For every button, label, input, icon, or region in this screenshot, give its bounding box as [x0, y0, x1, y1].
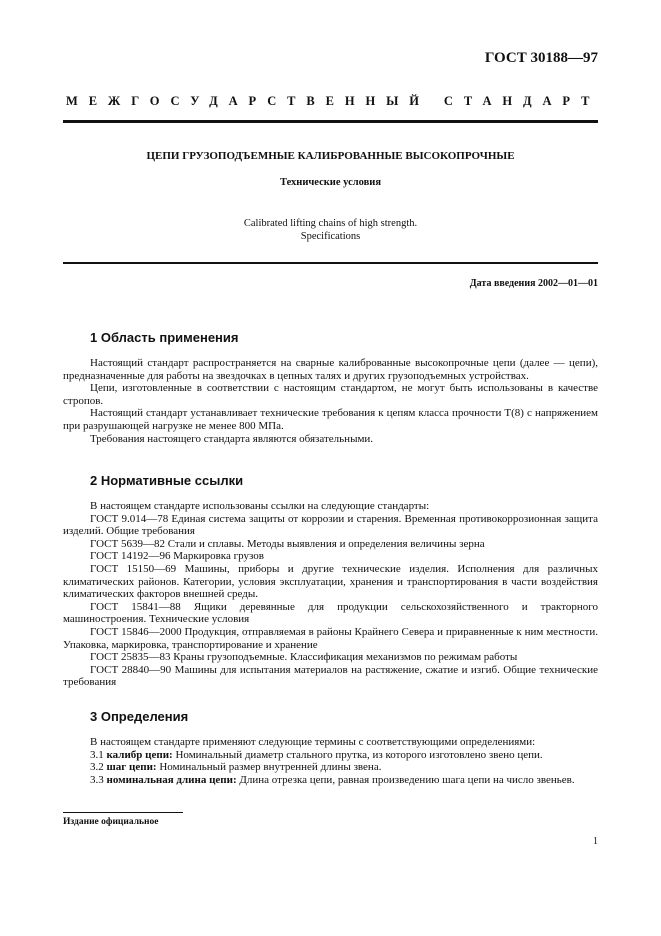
top-rule: [63, 120, 598, 123]
section-heading: 3 Определения: [90, 709, 189, 724]
reference-item: ГОСТ 5639—82 Стали и сплавы. Методы выявления и определения величины зерна: [90, 537, 485, 550]
paragraph: Цепи, изготовленные в соответствии с настоящим стандартом, не могут быть использованы в качестве стропов.: [63, 382, 598, 407]
paragraph: Настоящий стандарт распространяется на сварные калиброванные высокопрочные цепи (далее — цепи), предназначенные для работы на звездочках в цепных талях и других грузоподъемных устройствах.: [63, 357, 598, 382]
edition-note: Издание официальное: [63, 817, 159, 827]
footer-rule: [63, 812, 183, 813]
section-references: [63, 473, 598, 689]
section-scope: [63, 330, 598, 445]
definition-number: 3.3: [90, 773, 104, 786]
definition-text: Номинальный диаметр стального прутка, из которого изготовлено звено цепи.: [175, 748, 543, 761]
definition-item: [63, 749, 598, 762]
gost-number: ГОСТ 30188—97: [484, 50, 598, 66]
definition-term: шаг цепи:: [106, 761, 157, 774]
standard-type-heading: МЕЖГОСУДАРСТВЕННЫЙ СТАНДАРТ: [66, 94, 601, 108]
paragraph: В настоящем стандарте применяют следующие термины с соответствующими определениями:: [90, 736, 536, 748]
reference-item: ГОСТ 9.014—78 Единая система защиты от коррозии и старения. Временная противокоррозионная защита изделий. Общие требования: [63, 512, 598, 538]
definition-number: 3.1: [90, 748, 104, 761]
definition-term: калибр цепи:: [106, 748, 173, 761]
reference-item: ГОСТ 25835—83 Краны грузоподъемные. Классификация механизмов по режимам работы: [90, 651, 518, 664]
reference-item: ГОСТ 28840—90 Машины для испытания материалов на растяжение, сжатие и изгиб. Общие технические требования: [63, 663, 598, 689]
definition-item: [63, 761, 598, 774]
english-title: [0, 217, 661, 243]
reference-item: ГОСТ 15150—69 Машины, приборы и другие технические изделия. Исполнения для различных климатических районов. Категории, условия эксплуатации, хранения и транспортирования в части воздействия климатических факторов внешней среды.: [63, 562, 598, 601]
reference-item: ГОСТ 15846—2000 Продукция, отправляемая в районы Крайнего Севера и приравненные к ним местности. Упаковка, маркировка, транспортирование и хранение: [63, 625, 598, 651]
english-title-line1: Calibrated lifting chains of high strength.: [243, 218, 418, 229]
page-number: 1: [593, 836, 598, 847]
section-definitions: [63, 709, 598, 786]
reference-item: ГОСТ 14192—96 Маркировка грузов: [90, 550, 264, 563]
intro-date: Дата введения 2002—01—01: [469, 278, 598, 289]
section-heading: 1 Область применения: [90, 330, 239, 345]
definition-item: [63, 774, 598, 787]
english-title-line2: Specifications: [300, 231, 361, 242]
definition-number: 3.2: [90, 761, 104, 774]
paragraph: Настоящий стандарт устанавливает технические требования к цепям класса прочности Т(8) с напряжением при разрушающей нагрузке не менее 800 МПа.: [63, 407, 598, 432]
section-heading: 2 Нормативные ссылки: [90, 473, 244, 488]
document-subtitle: Технические условия: [279, 177, 382, 188]
definition-term: номинальная длина цепи:: [106, 773, 237, 786]
paragraph: Требования настоящего стандарта являются обязательными.: [90, 432, 374, 445]
document-title: ЦЕПИ ГРУЗОПОДЪЕМНЫЕ КАЛИБРОВАННЫЕ ВЫСОКОПРОЧНЫЕ: [146, 150, 515, 162]
middle-rule: [63, 262, 598, 264]
paragraph: В настоящем стандарте использованы ссылки на следующие стандарты:: [90, 500, 430, 512]
definition-text: Номинальный размер внутренней длины звена.: [159, 761, 382, 774]
definition-text: Длина отрезка цепи, равная произведению шага цепи на число звеньев.: [239, 773, 575, 786]
reference-item: ГОСТ 15841—88 Ящики деревянные для продукции сельскохозяйственного и тракторного машиностроения. Технические условия: [63, 600, 598, 626]
